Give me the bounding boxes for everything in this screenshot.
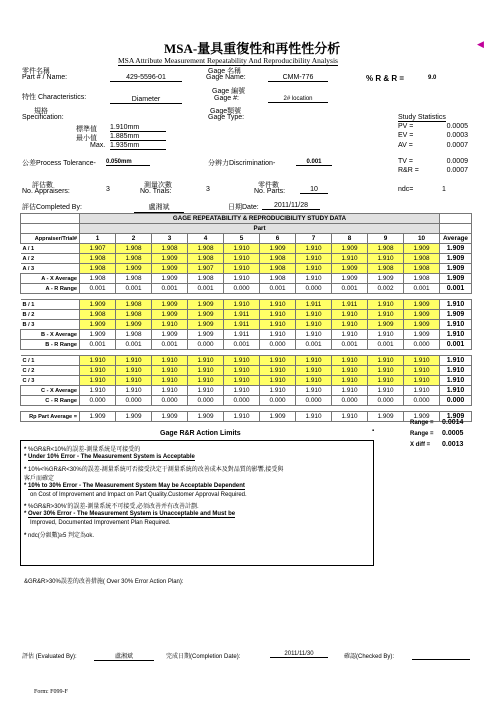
x-average-total: 1.909 (440, 274, 472, 284)
part-average-total: 1.909 (440, 412, 472, 422)
parts-value[interactable]: 10 (300, 186, 328, 194)
completed-by-label: 評估Completed By: (22, 204, 82, 211)
measurement-cell[interactable]: 1.910 (152, 320, 188, 330)
limit-note-1: * %GR&R<10%的誤差-測量系統是可接受的 (24, 447, 141, 453)
measurement-cell[interactable]: 1.910 (188, 366, 224, 376)
x-average-total: 1.910 (440, 330, 472, 340)
measurement-cell[interactable]: 1.910 (152, 376, 188, 386)
trial-label: A / 2 (21, 254, 80, 264)
x-average-cell: 1.910 (152, 386, 188, 396)
x-average-cell: 1.910 (260, 330, 296, 340)
r-range-cell: 0.001 (224, 340, 260, 350)
measurement-cell[interactable]: 1.909 (80, 300, 116, 310)
measurement-cell[interactable]: 1.909 (188, 320, 224, 330)
trial-label: A / 3 (21, 264, 80, 274)
gage-name-value[interactable]: CMM-776 (268, 74, 328, 82)
measurement-cell[interactable]: 1.909 (404, 310, 440, 320)
trial-label: B / 1 (21, 300, 80, 310)
measurement-cell[interactable]: 1.910 (368, 376, 404, 386)
measurement-cell[interactable]: 1.908 (188, 244, 224, 254)
row-average: 1.910 (440, 376, 472, 386)
form-number: Form: F099-F (34, 689, 68, 695)
range1-value: 0.0014 (442, 419, 464, 426)
measurement-cell[interactable]: 1.910 (116, 366, 152, 376)
measurement-cell[interactable]: 1.910 (296, 264, 332, 274)
measurement-cell[interactable]: 1.910 (404, 366, 440, 376)
part-average-cell: 1.909 (260, 412, 296, 422)
pv-label: PV = (398, 123, 414, 130)
row-average: 1.910 (440, 300, 472, 310)
measurement-cell[interactable]: 1.910 (80, 366, 116, 376)
measurement-cell[interactable]: 1.910 (152, 366, 188, 376)
x-average-cell: 1.908 (116, 274, 152, 284)
x-average-cell: 1.910 (368, 330, 404, 340)
x-average-cell: 1.908 (80, 274, 116, 284)
measurement-cell[interactable]: 1.909 (116, 320, 152, 330)
page-title: MSA-量具重復性和再性性分析 (164, 41, 341, 56)
part-column-header: 3 (152, 234, 188, 244)
trial-label: C / 1 (21, 356, 80, 366)
r-range-cell: 0.000 (188, 396, 224, 406)
x-average-cell: 1.908 (116, 330, 152, 340)
discrimination-value[interactable]: 0.001 (296, 159, 332, 166)
part-column-header: 8 (332, 234, 368, 244)
gage-no-label: Gage #: (214, 95, 239, 102)
xdiff-value: 0.0013 (442, 441, 464, 448)
part-average-cell: 1.910 (224, 412, 260, 422)
measurement-cell[interactable]: 1.910 (260, 356, 296, 366)
limit-note-7: * ndc(分級數)≥5 判定為ok. (24, 533, 94, 539)
r-range-cell: 0.000 (404, 396, 440, 406)
action-limits-title: Gage R&R Action Limits (160, 430, 241, 437)
trials-value[interactable]: 3 (206, 186, 210, 193)
measurement-cell[interactable]: 1.908 (368, 244, 404, 254)
x-average-cell: 1.910 (296, 386, 332, 396)
measurement-cell[interactable]: 1.910 (80, 356, 116, 366)
measurement-cell[interactable]: 1.909 (332, 264, 368, 274)
nominal-value[interactable]: 1.910mm (110, 124, 166, 132)
measurement-cell[interactable]: 1.910 (332, 320, 368, 330)
measurement-cell[interactable]: 1.909 (116, 264, 152, 274)
r-range-cell: 0.001 (80, 284, 116, 294)
part-average-cell: 1.909 (404, 412, 440, 422)
r-range-cell: 0.000 (224, 284, 260, 294)
measurement-cell[interactable]: 1.908 (404, 254, 440, 264)
measurement-cell[interactable]: 1.910 (224, 356, 260, 366)
x-average-label: A - X Average (21, 274, 80, 284)
tolerance-label: 公差Process Tolerance- (22, 160, 96, 167)
measurement-cell[interactable]: 1.910 (368, 300, 404, 310)
measurement-cell[interactable]: 1.908 (116, 254, 152, 264)
date-label: 日期Date: (228, 204, 259, 211)
measurement-cell[interactable]: 1.908 (116, 310, 152, 320)
r-range-cell: 0.001 (116, 284, 152, 294)
tv-label: TV = (398, 158, 413, 165)
x-average-cell: 1.910 (296, 274, 332, 284)
part-name-label: Part # / Name: (22, 74, 68, 81)
trial-label: B / 2 (21, 310, 80, 320)
row-average: 1.909 (440, 310, 472, 320)
part-average-cell: 1.910 (296, 412, 332, 422)
measurement-cell[interactable]: 1.910 (224, 264, 260, 274)
checked-by-value[interactable] (412, 651, 470, 660)
completion-date-label: 完成日期(Completion Date): (166, 654, 241, 660)
measurement-cell[interactable]: 1.909 (332, 244, 368, 254)
trial-label: C / 3 (21, 376, 80, 386)
trials-label: No. Trials: (140, 188, 172, 195)
x-average-cell: 1.910 (188, 386, 224, 396)
completed-by-value[interactable]: 盧湘斌 (134, 202, 184, 213)
x-average-label: C - X Average (21, 386, 80, 396)
appraisers-label-cn: 評估數 (32, 182, 53, 189)
measurement-cell[interactable]: 1.910 (260, 376, 296, 386)
measurement-cell[interactable]: 1.909 (152, 310, 188, 320)
limit-note-6: * Over 30% Error - The Measurement System is Unacceptable and Must be (24, 511, 236, 517)
r-range-cell: 0.000 (152, 396, 188, 406)
x-average-cell: 1.910 (116, 386, 152, 396)
trial-label: A / 1 (21, 244, 80, 254)
part-column-header: 2 (116, 234, 152, 244)
spec-label-cn: 規格 (34, 108, 48, 115)
dash-mark: ▪ (372, 428, 375, 434)
part-name-value[interactable]: 429-5596-01 (110, 74, 182, 82)
tv-value: 0.0009 (446, 158, 468, 165)
part-column-header: 7 (296, 234, 332, 244)
measurement-cell[interactable]: 1.910 (80, 376, 116, 386)
measurement-cell[interactable]: 1.910 (224, 376, 260, 386)
parts-label-cn: 零件數 (258, 182, 279, 189)
limit-note-3b: 客戶而確定 (24, 476, 55, 482)
measurement-cell[interactable]: 1.909 (404, 300, 440, 310)
measurement-cell[interactable]: 1.908 (188, 254, 224, 264)
action-plan-label: &GR&R>30%誤差的改善措施( Over 30% Error Action Plan): (24, 579, 184, 585)
table-title: GAGE REPEATABILITY & REPRODUCIBILITY STUDY DATA (80, 214, 440, 224)
r-range-cell: 0.001 (332, 340, 368, 350)
range2-value: 0.0005 (442, 430, 464, 437)
rr-value: 9.0 (428, 75, 437, 81)
parts-label: No. Parts: (254, 188, 286, 195)
r-range-total: 0.001 (440, 340, 472, 350)
part-header: Part (80, 224, 440, 234)
date-value[interactable]: 2011/11/28 (262, 202, 320, 210)
ndc-label: ndc= (398, 186, 414, 193)
measurement-cell[interactable]: 1.910 (152, 356, 188, 366)
x-average-cell: 1.910 (224, 274, 260, 284)
part-column-header: 10 (404, 234, 440, 244)
r-range-cell: 0.001 (152, 340, 188, 350)
measurement-cell[interactable]: 1.910 (116, 376, 152, 386)
xdiff-label: X diff = (410, 442, 431, 448)
r-range-cell: 0.002 (368, 284, 404, 294)
measurement-cell[interactable]: 1.910 (116, 356, 152, 366)
corner-marker-icon: ◀ (477, 39, 484, 49)
measurement-cell[interactable]: 1.909 (152, 254, 188, 264)
av-value: 0.0007 (446, 142, 468, 149)
measurement-cell[interactable]: 1.910 (224, 366, 260, 376)
r-range-cell: 0.000 (80, 396, 116, 406)
r-range-total: 0.001 (440, 284, 472, 294)
r-range-cell: 0.001 (80, 340, 116, 350)
spec-label: Specification: (22, 114, 64, 121)
measurement-cell[interactable]: 1.910 (188, 376, 224, 386)
r-range-label: A - R Range (21, 284, 80, 294)
measurement-cell[interactable]: 1.908 (116, 300, 152, 310)
x-average-cell: 1.910 (404, 386, 440, 396)
r-range-cell: 0.000 (404, 340, 440, 350)
x-average-total: 1.910 (440, 386, 472, 396)
completion-date-value[interactable]: 2011/11/30 (270, 651, 328, 658)
gage-name-label-cn: Gage 名稱 (208, 68, 242, 75)
measurement-cell[interactable]: 1.911 (224, 320, 260, 330)
r-range-cell: 0.001 (116, 340, 152, 350)
min-label: 最小值 (76, 135, 97, 142)
measurement-cell[interactable]: 1.910 (188, 356, 224, 366)
characteristics-value[interactable]: Diameter (110, 96, 182, 104)
measurement-cell[interactable]: 1.910 (296, 366, 332, 376)
rr2-label: R&R = (398, 167, 419, 174)
x-average-cell: 1.911 (224, 330, 260, 340)
measurement-cell[interactable]: 1.910 (368, 310, 404, 320)
x-average-cell: 1.908 (260, 274, 296, 284)
measurement-cell[interactable]: 1.910 (404, 356, 440, 366)
part-column-header: 5 (224, 234, 260, 244)
x-average-label: B - X Average (21, 330, 80, 340)
measurement-cell[interactable]: 1.909 (152, 264, 188, 274)
row-average: 1.910 (440, 356, 472, 366)
discrimination-label: 分辨力Discrimination- (208, 160, 276, 167)
x-average-cell: 1.909 (332, 274, 368, 284)
part-average-cell: 1.909 (152, 412, 188, 422)
measurement-cell[interactable]: 1.909 (368, 320, 404, 330)
appraisers-label: No. Appraisers: (22, 188, 70, 195)
r-range-cell: 0.000 (332, 396, 368, 406)
part-column-header: 6 (260, 234, 296, 244)
limit-note-2: * Under 10% Error - The Measurement System is Acceptable (24, 454, 195, 460)
study-data-table (20, 213, 472, 422)
part-column-header: 4 (188, 234, 224, 244)
av-label: AV = (398, 142, 413, 149)
gage-type-label: Gage Type: (208, 114, 245, 121)
x-average-cell: 1.910 (296, 330, 332, 340)
measurement-cell[interactable]: 1.908 (368, 264, 404, 274)
measurement-cell[interactable]: 1.910 (260, 320, 296, 330)
row-average: 1.909 (440, 254, 472, 264)
range1-label: Range = (410, 420, 434, 426)
x-average-cell: 1.910 (224, 386, 260, 396)
limit-note-4b: on Cost of Improvement and Impact on Part Quality.Customer Approval Required. (30, 492, 247, 498)
measurement-cell[interactable]: 1.910 (296, 310, 332, 320)
r-range-cell: 0.000 (224, 396, 260, 406)
r-range-cell: 0.000 (296, 284, 332, 294)
measurement-cell[interactable]: 1.910 (260, 366, 296, 376)
r-range-label: B - R Range (21, 340, 80, 350)
measurement-cell[interactable]: 1.910 (332, 376, 368, 386)
r-range-cell: 0.001 (260, 284, 296, 294)
gage-name-label: Gage Name: (206, 74, 246, 81)
x-average-cell: 1.910 (332, 386, 368, 396)
evaluated-by-label: 評估 (Evaluated By): (22, 654, 77, 660)
measurement-cell[interactable]: 1.910 (296, 244, 332, 254)
table-corner (440, 224, 472, 234)
x-average-cell: 1.909 (152, 330, 188, 340)
x-average-cell: 1.908 (188, 274, 224, 284)
measurement-cell[interactable]: 1.908 (80, 254, 116, 264)
limit-note-3: * 10%<%GR&R<30%的誤差-測量系統可否接受決定于測量系統的改善成本及對品質的影響,接受與 (24, 467, 284, 473)
measurement-cell[interactable]: 1.910 (260, 310, 296, 320)
measurement-cell[interactable]: 1.910 (260, 300, 296, 310)
table-corner (440, 214, 472, 224)
gage-no-label-cn: Gage 編號 (212, 88, 246, 95)
measurement-cell[interactable]: 1.909 (152, 300, 188, 310)
part-average-label: Rp Part Average = (21, 412, 80, 422)
measurement-cell[interactable]: 1.911 (332, 300, 368, 310)
trial-label: C / 2 (21, 366, 80, 376)
r-range-cell: 0.001 (368, 340, 404, 350)
r-range-cell: 0.000 (296, 396, 332, 406)
measurement-cell[interactable]: 1.908 (260, 254, 296, 264)
measurement-cell[interactable]: 1.910 (332, 310, 368, 320)
measurement-cell[interactable]: 1.910 (224, 244, 260, 254)
measurement-cell[interactable]: 1.910 (224, 254, 260, 264)
pv-value: 0.0005 (446, 123, 468, 130)
trial-label: B / 3 (21, 320, 80, 330)
limit-note-4: * 10% to 30% Error - The Measurement System May be Acceptable Dependent (24, 483, 245, 489)
measurement-cell[interactable]: 1.910 (332, 254, 368, 264)
checked-by-label: 確認(Checked By): (344, 654, 395, 660)
r-range-cell: 0.000 (260, 340, 296, 350)
part-column-header: 1 (80, 234, 116, 244)
table-corner (21, 224, 80, 234)
measurement-cell[interactable]: 1.910 (296, 356, 332, 366)
r-range-cell: 0.001 (332, 284, 368, 294)
x-average-cell: 1.910 (368, 386, 404, 396)
min-value[interactable]: 1.885mm (110, 133, 166, 141)
measurement-cell[interactable]: 1.908 (80, 264, 116, 274)
r-range-cell: 0.000 (188, 340, 224, 350)
measurement-cell[interactable]: 1.910 (368, 366, 404, 376)
part-average-cell: 1.909 (368, 412, 404, 422)
measurement-cell[interactable]: 1.909 (260, 244, 296, 254)
characteristics-label: 特性 Characteristics: (22, 94, 87, 101)
x-average-cell: 1.909 (368, 274, 404, 284)
ev-value: 0.0003 (446, 132, 468, 139)
row-average: 1.910 (440, 320, 472, 330)
nominal-label: 標準值 (76, 126, 97, 133)
part-average-cell: 1.910 (332, 412, 368, 422)
r-range-cell: 0.001 (188, 284, 224, 294)
r-range-total: 0.000 (440, 396, 472, 406)
r-range-cell: 0.000 (116, 396, 152, 406)
measurement-cell[interactable]: 1.910 (296, 254, 332, 264)
measurement-cell[interactable]: 1.910 (296, 376, 332, 386)
r-range-cell: 0.001 (296, 340, 332, 350)
measurement-cell[interactable]: 1.908 (260, 264, 296, 274)
x-average-cell: 1.909 (80, 330, 116, 340)
row-average: 1.909 (440, 244, 472, 254)
ev-label: EV = (398, 132, 414, 139)
row-average: 1.909 (440, 264, 472, 274)
x-average-cell: 1.909 (404, 330, 440, 340)
appraisers-value[interactable]: 3 (106, 186, 110, 193)
measurement-cell[interactable]: 1.907 (80, 244, 116, 254)
rr2-value: 0.0007 (446, 167, 468, 174)
r-range-cell: 0.001 (152, 284, 188, 294)
gage-no-value[interactable]: 2# location (268, 96, 328, 103)
measurement-cell[interactable]: 1.910 (224, 300, 260, 310)
max-value[interactable]: 1.935mm (110, 142, 166, 150)
measurement-cell[interactable]: 1.909 (404, 320, 440, 330)
max-label: Max. (90, 142, 106, 149)
limit-note-5: * %GR&R>30%'的誤差-測量系統不可接受,必須改善并有改善計劃. (24, 504, 199, 510)
measurement-cell[interactable]: 1.910 (332, 366, 368, 376)
measurement-cell[interactable]: 1.910 (296, 320, 332, 330)
measurement-cell[interactable]: 1.909 (188, 310, 224, 320)
x-average-cell: 1.909 (188, 330, 224, 340)
part-average-cell: 1.909 (80, 412, 116, 422)
ndc-value: 1 (442, 186, 446, 193)
measurement-cell[interactable]: 1.910 (368, 254, 404, 264)
x-average-cell: 1.909 (152, 274, 188, 284)
r-range-cell: 0.000 (368, 396, 404, 406)
x-average-cell: 1.910 (80, 386, 116, 396)
rr-label: % R & R = (366, 74, 405, 83)
measurement-cell[interactable]: 1.911 (224, 310, 260, 320)
gage-type-label-cn: Gage類號 (210, 108, 242, 115)
evaluated-by-value[interactable]: 盧湘斌 (94, 651, 154, 661)
study-statistics-title: Study Statistics (398, 114, 446, 121)
measurement-cell[interactable]: 1.910 (404, 376, 440, 386)
measurement-cell[interactable]: 1.908 (152, 244, 188, 254)
range2-label: Range = (410, 431, 434, 437)
measurement-cell[interactable]: 1.908 (116, 244, 152, 254)
tolerance-value[interactable]: 0.050mm (106, 159, 150, 166)
measurement-cell[interactable]: 1.910 (332, 356, 368, 366)
x-average-cell: 1.908 (404, 274, 440, 284)
r-range-label: C - R Range (21, 396, 80, 406)
measurement-cell[interactable]: 1.911 (296, 300, 332, 310)
trials-label-cn: 測量次數 (144, 182, 172, 189)
r-range-cell: 0.000 (260, 396, 296, 406)
measurement-cell[interactable]: 1.908 (404, 264, 440, 274)
limit-note-6b: Improved, Documented Improvement Plan Required. (30, 520, 171, 526)
measurement-cell[interactable]: 1.907 (188, 264, 224, 274)
page-subtitle: MSA Attribute Measurement Repeatability And Reproducibility Analysis (118, 56, 338, 65)
table-corner (21, 214, 80, 224)
measurement-cell[interactable]: 1.909 (188, 300, 224, 310)
part-name-label-cn: 零件名稱 (22, 68, 50, 75)
measurement-cell[interactable]: 1.910 (368, 356, 404, 366)
measurement-cell[interactable]: 1.909 (404, 244, 440, 254)
row-average: 1.910 (440, 366, 472, 376)
part-column-header: 9 (368, 234, 404, 244)
part-average-cell: 1.909 (116, 412, 152, 422)
measurement-cell[interactable]: 1.908 (80, 310, 116, 320)
x-average-cell: 1.910 (332, 330, 368, 340)
average-header: Average (440, 234, 472, 244)
x-average-cell: 1.910 (260, 386, 296, 396)
measurement-cell[interactable]: 1.909 (80, 320, 116, 330)
part-average-cell: 1.909 (188, 412, 224, 422)
appraiser-trial-header: Appraiser/Trial# (21, 234, 80, 244)
r-range-cell: 0.001 (404, 284, 440, 294)
